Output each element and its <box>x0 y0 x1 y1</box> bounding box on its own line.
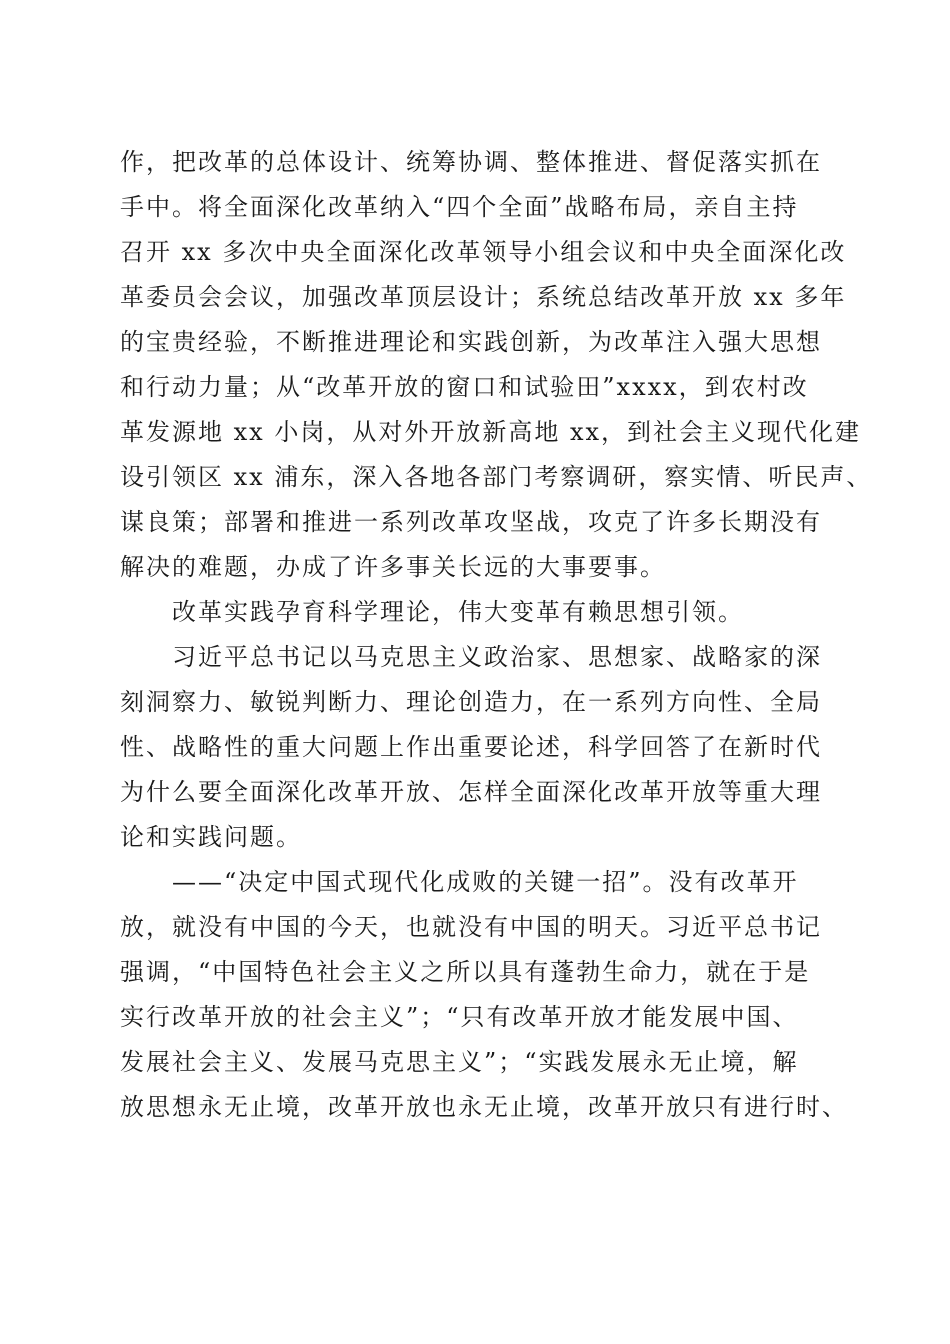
text-line: 发展社会主义、发展马克思主义”；“实践发展永无止境，解 <box>120 1048 799 1076</box>
text-line: 革发源地 xx 小岗，从对外开放新高地 xx，到社会主义现代化建 <box>120 418 862 446</box>
text-line: 谋良策；部署和推进一系列改革攻坚战，攻克了许多长期没有 <box>120 508 822 536</box>
text-line: 论和实践问题。 <box>120 823 302 851</box>
text-line: 设引领区 xx 浦东，深入各地各部门考察调研，察实情、听民声、 <box>120 463 873 491</box>
text-line: 实行改革开放的社会主义”；“只有改革开放才能发展中国、 <box>120 1003 799 1031</box>
text-line: 放思想永无止境，改革开放也永无止境，改革开放只有进行时、 <box>120 1093 848 1121</box>
text-line: 和行动力量；从“改革开放的窗口和试验田”xxxx，到农村改 <box>120 373 809 401</box>
paragraph-heading: 改革实践孕育科学理论，伟大变革有赖思想引领。 <box>172 598 744 626</box>
body-text <box>120 140 873 1130</box>
text-line: 召开 xx 多次中央全面深化改革领导小组会议和中央全面深化改 <box>120 238 847 266</box>
text-line: 放，就没有中国的今天，也就没有中国的明天。习近平总书记 <box>120 913 822 941</box>
text-line: 强调，“中国特色社会主义之所以具有蓬勃生命力，就在于是 <box>120 958 811 986</box>
text-line: 的宝贵经验，不断推进理论和实践创新，为改革注入强大思想 <box>120 328 822 356</box>
text-line: 习近平总书记以马克思主义政治家、思想家、战略家的深 <box>172 643 822 671</box>
text-line: 为什么要全面深化改革开放、怎样全面深化改革开放等重大理 <box>120 778 822 806</box>
text-line: 解决的难题，办成了许多事关长远的大事要事。 <box>120 553 666 581</box>
text-line: 性、战略性的重大问题上作出重要论述，科学回答了在新时代 <box>120 733 822 761</box>
text-line: ——“决定中国式现代化成败的关键一招”。没有改革开 <box>172 868 799 896</box>
text-line: 刻洞察力、敏锐判断力、理论创造力，在一系列方向性、全局 <box>120 688 822 716</box>
text-line: 手中。将全面深化改革纳入“四个全面”战略布局，亲自主持 <box>120 193 799 221</box>
text-line: 作，把改革的总体设计、统筹协调、整体推进、督促落实抓在 <box>120 148 822 176</box>
text-line: 革委员会会议，加强改革顶层设计；系统总结改革开放 xx 多年 <box>120 283 847 311</box>
